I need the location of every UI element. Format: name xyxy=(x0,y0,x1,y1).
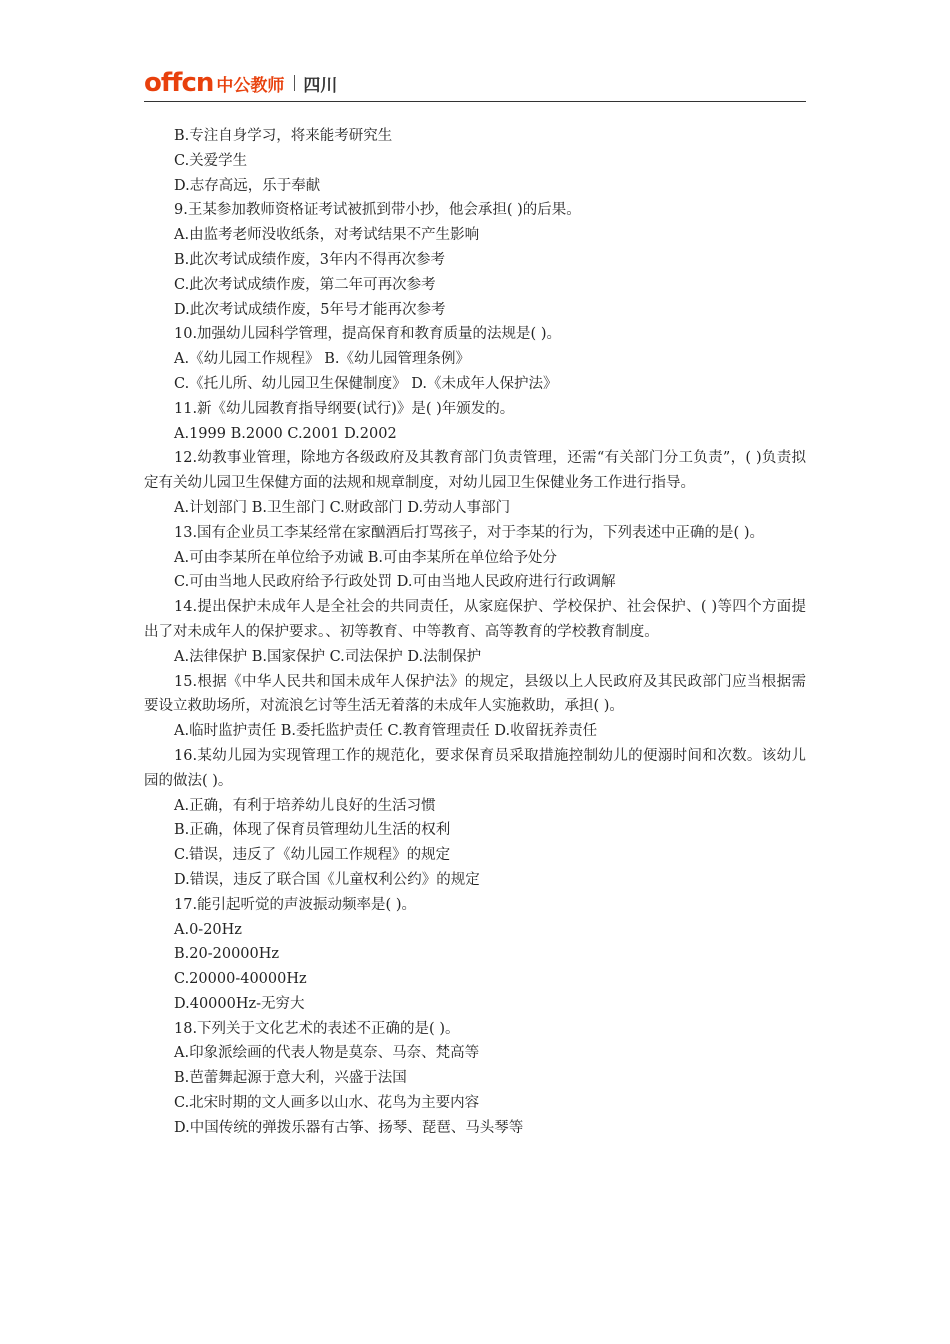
option-line: B.20-20000Hz xyxy=(174,946,280,963)
option-line: D.中国传统的弹拨乐器有古筝、扬琴、琵琶、马头琴等 xyxy=(174,1119,524,1136)
option-line: D.40000Hz-无穷大 xyxy=(174,995,305,1012)
option-line: C.错误，违反了《幼儿园工作规程》的规定 xyxy=(174,847,451,864)
page-header xyxy=(144,68,806,102)
question-10: 10.加强幼儿园科学管理，提高保育和教育质量的法规是( )。 xyxy=(174,326,561,343)
option-line: A.0-20Hz xyxy=(174,921,242,938)
option-line: C.北宋时期的文人画多以山水、花鸟为主要内容 xyxy=(174,1095,480,1112)
option-line: A.1999 B.2000 C.2001 D.2002 xyxy=(174,425,397,442)
question-11: 11.新《幼儿园教育指导纲要(试行)》是( )年颁发的。 xyxy=(174,400,515,417)
header-rule xyxy=(144,101,806,102)
question-14: 14.提出保护未成年人是全社会的共同责任，从家庭保护、学校保护、社会保护、( )等四个方面提出了对未成年人的保护要求。、初等教育、中等教育、高等教育的学校教育制度。 xyxy=(144,599,806,640)
option-line: D.错误，违反了联合国《儿童权利公约》的规定 xyxy=(174,871,480,888)
option-line: A.印象派绘画的代表人物是莫奈、马奈、梵高等 xyxy=(174,1045,480,1062)
option-line: B.专注自身学习，将来能考研究生 xyxy=(174,128,393,144)
question-9: 9.王某参加教师资格证考试被抓到带小抄，他会承担( )的后果。 xyxy=(174,202,581,219)
document-body xyxy=(144,124,806,1141)
option-line: A.可由李某所在单位给予劝诫 B.可由李某所在单位给予处分 xyxy=(174,549,557,566)
logo-brand-text: 中公教师 xyxy=(216,76,285,96)
option-line: A.法律保护 B.国家保护 C.司法保护 D.法制保护 xyxy=(174,648,482,665)
question-12: 12.幼教事业管理，除地方各级政府及其教育部门负责管理，还需“有关部门分工负责”，( )负责拟定有关幼儿园卫生保健方面的法规和规章制度，对幼儿园卫生保健业务工作进行指导。 xyxy=(144,450,806,492)
question-16: 16.某幼儿园为实现管理工作的规范化，要求保育员采取措施控制幼儿的便溺时间和次数。该幼儿园的做法( )。 xyxy=(144,747,806,789)
question-13: 13.国有企业员工李某经常在家酗酒后打骂孩子，对于李某的行为，下列表述中正确的是( )。 xyxy=(174,524,764,541)
question-17: 17.能引起听觉的声波振动频率是( )。 xyxy=(174,896,416,913)
option-line: B.正确，体现了保育员管理幼儿生活的权利 xyxy=(174,822,451,839)
logo-divider xyxy=(294,75,295,91)
option-line: A.由监考老师没收纸条，对考试结果不产生影响 xyxy=(174,227,480,244)
option-line: C.可由当地人民政府给予行政处罚 D.可由当地人民政府进行行政调解 xyxy=(174,574,616,591)
logo-region: 四川 xyxy=(303,76,338,96)
option-line: C.此次考试成绩作废，第二年可再次参考 xyxy=(174,276,436,293)
option-line: C.《托儿所、幼儿园卫生保健制度》 D.《未成年人保护法》 xyxy=(174,375,558,392)
option-line: D.此次考试成绩作废，5年号才能再次参考 xyxy=(174,301,446,318)
option-line: B.此次考试成绩作废，3年内不得再次参考 xyxy=(174,251,445,268)
option-line: A.临时监护责任 B.委托监护责任 C.教育管理责任 D.收留抚养责任 xyxy=(174,723,598,740)
option-line: A.计划部门 B.卫生部门 C.财政部门 D.劳动人事部门 xyxy=(174,499,511,516)
option-line: A.正确，有利于培养幼儿良好的生活习惯 xyxy=(174,797,436,814)
question-15: 15.根据《中华人民共和国未成年人保护法》的规定，县级以上人民政府及其民政部门应当根据需要设立救助场所，对流浪乞讨等生活无着落的未成年人实施救助，承担( )。 xyxy=(144,673,806,715)
option-line: C.20000-40000Hz xyxy=(174,971,307,988)
question-18: 18.下列关于文化艺术的表述不正确的是( )。 xyxy=(174,1020,460,1037)
option-line: C.关爱学生 xyxy=(174,152,248,169)
option-line: A.《幼儿园工作规程》 B.《幼儿园管理条例》 xyxy=(174,351,470,368)
offcn-logo xyxy=(144,68,337,98)
logo-mark: offcn xyxy=(144,68,214,98)
option-line: B.芭蕾舞起源于意大利，兴盛于法国 xyxy=(174,1070,407,1087)
option-line: D.志存高远，乐于奉献 xyxy=(174,177,321,194)
